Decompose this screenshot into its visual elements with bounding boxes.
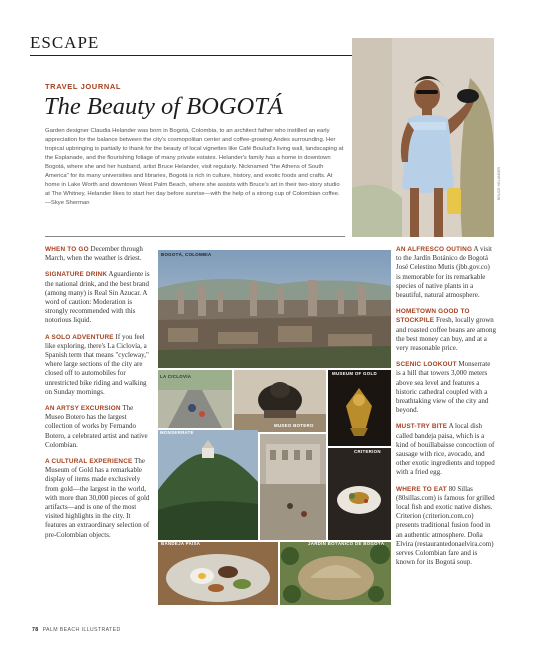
photo-credit: BRUCE HELANDER	[497, 166, 501, 200]
tip-heading: SCENIC LOOKOUT	[396, 361, 457, 369]
city-skyline-photo	[158, 250, 391, 368]
page-title: The Beauty of BOGOTÁ	[44, 93, 283, 120]
monserrate-photo	[158, 430, 258, 540]
tip-signature-drink	[45, 270, 151, 325]
tip-text: Fresh, locally grown and roasted coffee beans are among the best money can buy, and at a very reasonable price.	[396, 316, 496, 353]
monserrate-illustration	[158, 430, 258, 540]
tip-text: The Museo Botero has the largest collection of works by Fernando Botero, a celebrated artist and native Colombian.	[45, 404, 148, 449]
caption-city: BOGOTÁ, COLOMBIA	[161, 252, 212, 257]
plaza-photo	[260, 434, 326, 540]
header-rule	[30, 55, 355, 56]
tip-heading: SIGNATURE DRINK	[45, 271, 108, 279]
kicker: TRAVEL JOURNAL	[45, 82, 122, 91]
criterion-illustration	[328, 448, 391, 540]
tip-text: Monserrate is a hill that towers 3,000 meters above sea level and features a historic cathedral coupled with a breathtaking view of the city and beyond.	[396, 360, 491, 415]
gold-museum-photo	[328, 370, 391, 446]
page-folio	[32, 627, 121, 633]
bandeja-illustration	[158, 542, 278, 605]
tip-heading: A CULTURAL EXPERIENCE	[45, 458, 133, 466]
tip-heading: AN ALFRESCO OUTING	[396, 246, 473, 253]
tip-cultural-experience	[45, 457, 151, 540]
right-column	[396, 245, 496, 575]
bandeja-photo	[158, 542, 278, 605]
tip-must-try-bite	[396, 422, 496, 477]
ciclovia-photo	[158, 370, 232, 428]
tip-text: If you feel like exploring, there's La Ciclovía, a Spanish term that means "cycleway," where large sections of the city are closed off to automobiles for unrestricted bike riding and walking on Sunday mornings.	[45, 332, 149, 396]
city-skyline-illustration	[158, 250, 391, 368]
tip-heading: MUST-TRY BITE	[396, 423, 448, 431]
magazine-name: PALM BEACH ILLUSTRATED	[42, 627, 121, 633]
jardin-photo	[280, 542, 391, 605]
page-number: 78	[32, 627, 39, 633]
tip-heading: WHERE TO EAT	[396, 485, 447, 493]
plaza-illustration	[260, 434, 326, 540]
tip-text: 80 Sillas (80sillas.com) is famous for grilled local fish and exotic native dishes. Criterion (criterion.com.co) presents traditional fusion food in an authentic atmosphere. Doña Elvira (restaurantedonaelvira.com) serves Colombian fare and is known for its Bogotá soup.	[396, 484, 495, 567]
tip-heading: HOMETOWN GOOD TO STOCKPILE	[396, 308, 470, 325]
caption-ciclovia: LA CICLOVÍA	[160, 374, 192, 379]
portrait-photo	[352, 38, 494, 237]
intro-rule	[45, 236, 345, 237]
caption-criterion: CRITERION	[354, 449, 381, 454]
intro-paragraph: Garden designer Claudia Helander was born in Bogotá, Colombia, to an architect father who instilled an early appreciation for the balance between the city's cosmopolitan center and coffee-growing Andes surrounding. Her tropical upbringing is partially to thank for the beauty of local vignettes like Café Boulud's living wall, landscaping at the Esplanade, and the flourishing foliage of many private estates. Helander's family has a home in downtown Bogotá, where she and her husband, artist Bruce Helander, visit regularly. Nicknamed "the Athens of South America" for its many universities and libraries, Bogotá is rich in culture, history, and exotic foods and crafts. At home in Lake Worth and downtown West Palm Beach, where she assists with Bruce's art in their two-story studio at The Whitney, Helander likes to start her day before sunrise—with the help of a strong cup of Colombian coffee. —Skye Sherman	[45, 128, 344, 206]
caption-jardin: JARDÍN BOTÁNICO DE BOGOTÁ	[308, 542, 385, 546]
tip-heading: AN ARTSY EXCURSION	[45, 405, 121, 413]
jardin-illustration	[280, 542, 391, 605]
tip-hometown-good	[396, 307, 496, 353]
left-column	[45, 245, 151, 547]
caption-bandeja: BANDEJA PAISA	[161, 542, 201, 546]
tip-solo-adventure	[45, 333, 151, 397]
tip-when-to-go	[45, 245, 151, 263]
caption-gold: MUSEUM OF GOLD	[332, 371, 377, 376]
tip-heading: A SOLO ADVENTURE	[45, 333, 114, 341]
tip-scenic-lookout	[396, 360, 496, 415]
tip-text: December through March, when the weather is driest.	[45, 245, 143, 263]
botero-photo	[234, 370, 326, 432]
tip-text: The Museum of Gold has a remarkable display of items made exclusively from gold—the largest in the world, with more than 30,000 pieces of gold artifacts—and is one of the most visited highlights in the city. It features an extraordinary selection of pre-Colombian objects.	[45, 457, 150, 539]
photo-collage	[158, 250, 391, 605]
tip-heading: WHEN TO GO	[45, 246, 89, 253]
caption-monserrate: MONSERRATE	[160, 430, 194, 435]
caption-botero: MUSEO BOTERO	[274, 423, 314, 428]
tip-text: Aguardiente is the national drink, and the best brand (among many) is Real Sin Azucar. A word of caution: Moderation is strongly recommended with this notorious liquid.	[45, 270, 150, 325]
criterion-photo	[328, 448, 391, 540]
tip-text: A visit to the Jardín Botánico de Bogotá José Celestino Mutis (jbb.gov.co) is memorable for its remarkable species of native plants in a beautiful, natural atmosphere.	[396, 245, 492, 300]
tip-artsy-excursion	[45, 404, 151, 450]
gold-museum-illustration	[328, 370, 391, 446]
section-label: ESCAPE	[30, 33, 100, 52]
tip-text: A local dish called bandeja paisa, which is a kind of bouillabaisse concoction of sausage with rice, avocado, and other exotic ingredients and topped with a fried egg.	[396, 422, 495, 477]
tip-alfresco-outing	[396, 245, 496, 300]
portrait-illustration	[352, 38, 494, 237]
tip-where-to-eat	[396, 485, 496, 568]
